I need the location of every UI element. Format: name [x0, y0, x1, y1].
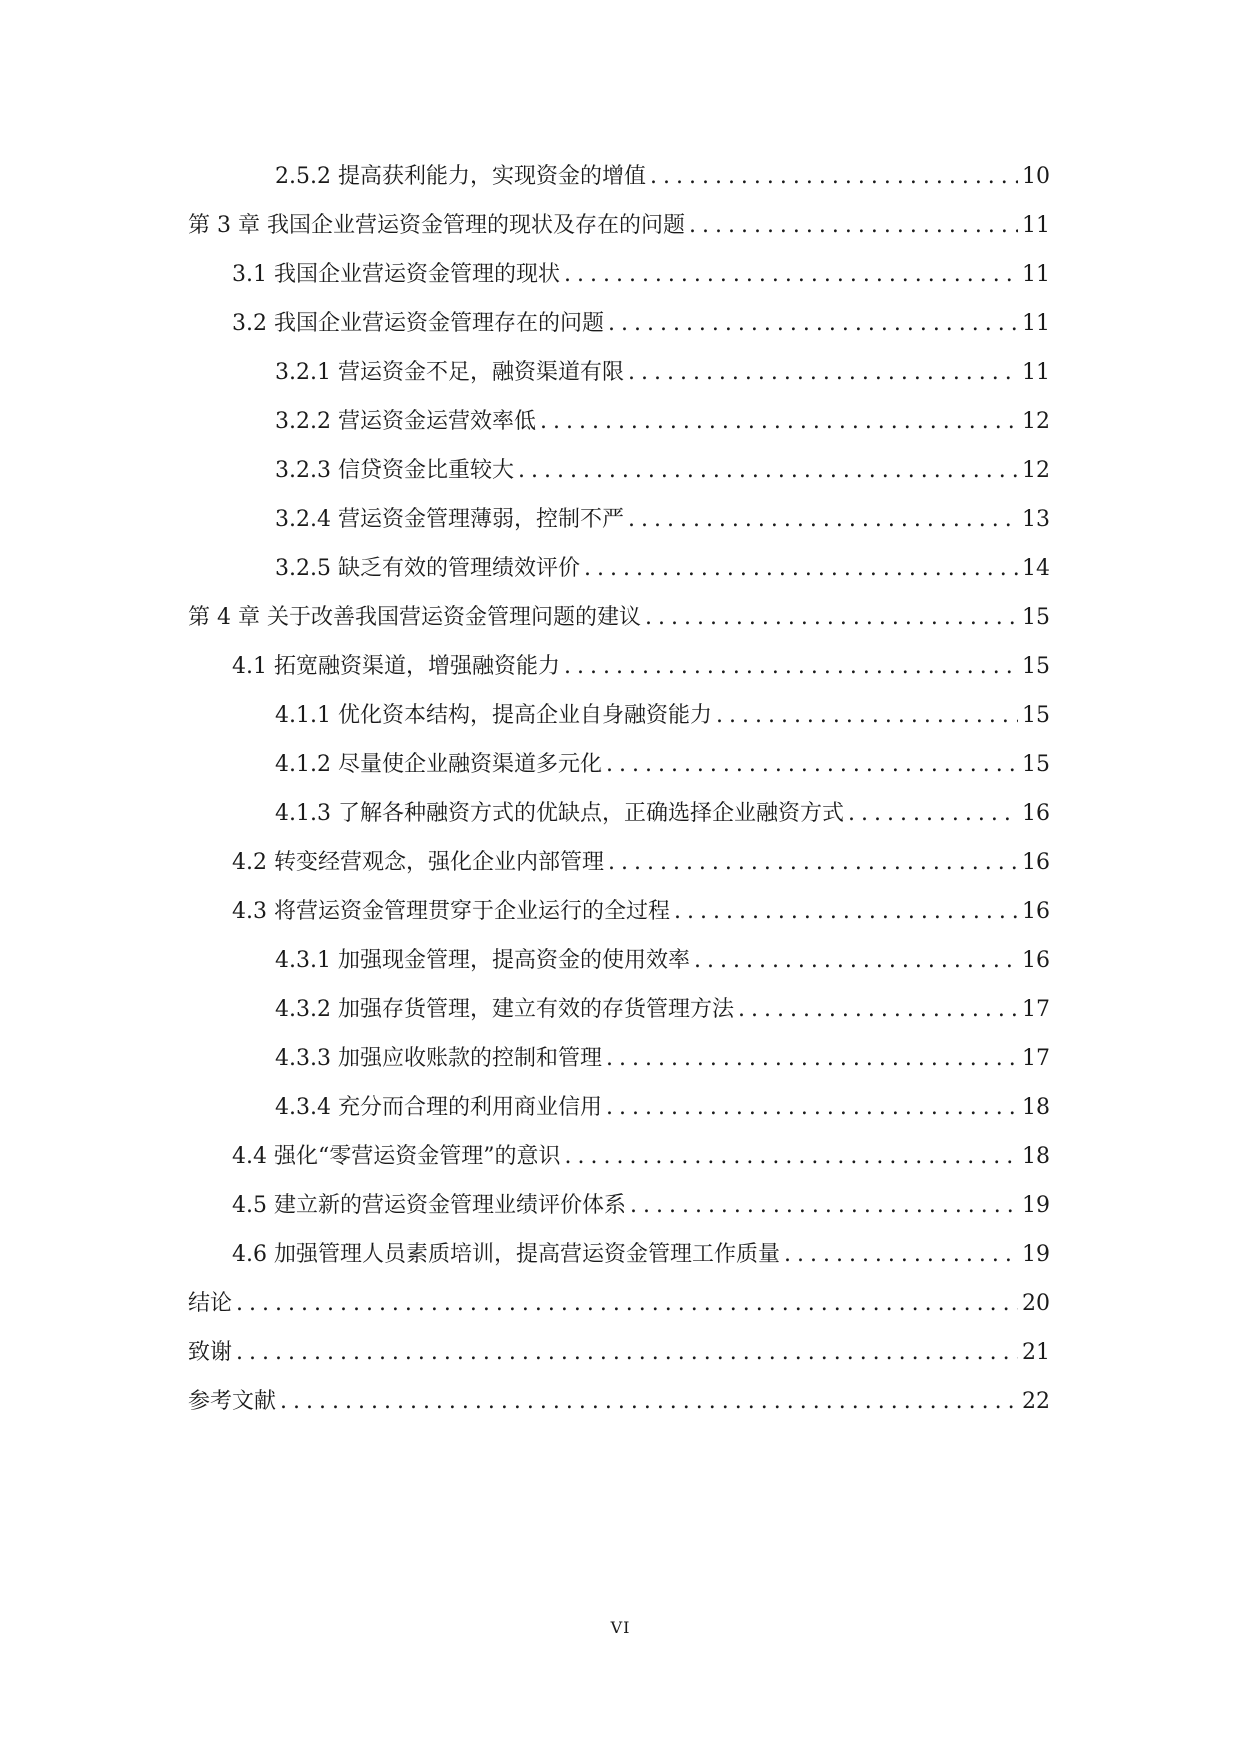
toc-entry[interactable] — [188, 1279, 1050, 1328]
toc-entry-title: 3.2.4 营运资金管理薄弱，控制不严 — [275, 507, 624, 532]
dot-leader — [606, 1034, 1018, 1083]
toc-page-number: 12 — [1022, 409, 1050, 434]
toc-entry[interactable] — [188, 985, 1050, 1034]
toc-page-number: 16 — [1022, 899, 1050, 924]
toc-page-number: 19 — [1022, 1193, 1050, 1218]
dot-leader — [716, 691, 1018, 740]
toc-page-number: 11 — [1022, 311, 1050, 336]
toc-entry[interactable] — [188, 789, 1050, 838]
toc-page-number: 15 — [1022, 703, 1050, 728]
dot-leader — [694, 936, 1018, 985]
toc-entry-title: 4.3.2 加强存货管理，建立有效的存货管理方法 — [275, 997, 734, 1022]
dot-leader — [564, 1132, 1018, 1181]
toc-entry[interactable] — [188, 299, 1050, 348]
page-footer-number: VI — [610, 1618, 631, 1637]
toc-entry-title: 4.4 强化“零营运资金管理”的意识 — [232, 1144, 561, 1169]
toc-entry-title: 4.5 建立新的营运资金管理业绩评价体系 — [232, 1193, 626, 1218]
toc-entry-title: 4.3.3 加强应收账款的控制和管理 — [275, 1046, 602, 1071]
toc-entry[interactable] — [188, 1328, 1050, 1377]
dot-leader — [606, 1083, 1018, 1132]
toc-page-number: 20 — [1022, 1291, 1050, 1316]
dot-leader — [584, 544, 1018, 593]
toc-entry-title: 3.2.5 缺乏有效的管理绩效评价 — [275, 556, 580, 581]
dot-leader — [738, 985, 1018, 1034]
toc-page-number: 18 — [1022, 1144, 1050, 1169]
toc-entry[interactable] — [188, 348, 1050, 397]
dot-leader — [645, 593, 1018, 642]
dot-leader — [674, 887, 1018, 936]
toc-entry-title: 第 3 章 我国企业营运资金管理的现状及存在的问题 — [188, 213, 685, 238]
dot-leader — [848, 789, 1018, 838]
toc-entry[interactable] — [188, 152, 1050, 201]
toc-entry-title: 3.2.2 营运资金运营效率低 — [275, 409, 536, 434]
toc-page-number: 13 — [1022, 507, 1050, 532]
dot-leader — [564, 642, 1018, 691]
toc-entry-title: 4.3.4 充分而合理的利用商业信用 — [275, 1095, 602, 1120]
toc-page-number: 11 — [1022, 213, 1050, 238]
dot-leader — [689, 201, 1018, 250]
toc-page-number: 14 — [1022, 556, 1050, 581]
toc-entry[interactable] — [188, 642, 1050, 691]
toc-entry-title: 结论 — [188, 1291, 233, 1316]
toc-page-number: 11 — [1022, 360, 1050, 385]
toc-entry[interactable] — [188, 936, 1050, 985]
toc-page-number: 10 — [1022, 164, 1050, 189]
toc-entry[interactable] — [188, 1377, 1050, 1426]
toc-entry-title: 4.1.2 尽量使企业融资渠道多元化 — [275, 752, 602, 777]
toc-entry-title: 第 4 章 关于改善我国营运资金管理问题的建议 — [188, 605, 641, 630]
toc-entry-title: 致谢 — [188, 1340, 233, 1365]
toc-entry-title: 3.1 我国企业营运资金管理的现状 — [232, 262, 560, 287]
toc-page-number: 21 — [1022, 1340, 1050, 1365]
toc-entry[interactable] — [188, 593, 1050, 642]
dot-leader — [564, 250, 1018, 299]
toc-entry-title: 3.2.1 营运资金不足，融资渠道有限 — [275, 360, 624, 385]
dot-leader — [236, 1328, 1018, 1377]
toc-entry-title: 2.5.2 提高获利能力，实现资金的增值 — [275, 164, 646, 189]
table-of-contents — [188, 152, 1050, 1426]
toc-entry[interactable] — [188, 397, 1050, 446]
toc-entry-title: 4.1 拓宽融资渠道，增强融资能力 — [232, 654, 560, 679]
toc-entry-title: 参考文献 — [188, 1389, 277, 1414]
toc-entry[interactable] — [188, 1181, 1050, 1230]
toc-page-number: 18 — [1022, 1095, 1050, 1120]
toc-page-number: 16 — [1022, 801, 1050, 826]
toc-entry[interactable] — [188, 544, 1050, 593]
toc-entry-title: 3.2 我国企业营运资金管理存在的问题 — [232, 311, 604, 336]
toc-page-number: 22 — [1022, 1389, 1050, 1414]
dot-leader — [236, 1279, 1018, 1328]
dot-leader — [650, 152, 1018, 201]
dot-leader — [628, 495, 1018, 544]
toc-page-number: 12 — [1022, 458, 1050, 483]
toc-page-number: 15 — [1022, 752, 1050, 777]
toc-entry-title: 4.1.3 了解各种融资方式的优缺点，正确选择企业融资方式 — [275, 801, 844, 826]
toc-entry[interactable] — [188, 1083, 1050, 1132]
toc-entry[interactable] — [188, 1034, 1050, 1083]
dot-leader — [518, 446, 1018, 495]
toc-entry-title: 4.2 转变经营观念，强化企业内部管理 — [232, 850, 604, 875]
toc-page-number: 17 — [1022, 997, 1050, 1022]
toc-page-number: 16 — [1022, 948, 1050, 973]
toc-entry-title: 4.6 加强管理人员素质培训，提高营运资金管理工作质量 — [232, 1242, 780, 1267]
dot-leader — [606, 740, 1018, 789]
dot-leader — [628, 348, 1018, 397]
dot-leader — [608, 838, 1018, 887]
toc-entry-title: 4.3 将营运资金管理贯穿于企业运行的全过程 — [232, 899, 670, 924]
dot-leader — [280, 1377, 1018, 1426]
dot-leader — [784, 1230, 1018, 1279]
toc-entry[interactable] — [188, 446, 1050, 495]
dot-leader — [630, 1181, 1018, 1230]
toc-page-number: 19 — [1022, 1242, 1050, 1267]
toc-page-number: 15 — [1022, 654, 1050, 679]
toc-entry[interactable] — [188, 691, 1050, 740]
toc-entry-title: 4.1.1 优化资本结构，提高企业自身融资能力 — [275, 703, 712, 728]
toc-entry[interactable] — [188, 887, 1050, 936]
toc-page-number: 17 — [1022, 1046, 1050, 1071]
toc-entry[interactable] — [188, 1132, 1050, 1181]
toc-page-number: 15 — [1022, 605, 1050, 630]
toc-entry-title: 3.2.3 信贷资金比重较大 — [275, 458, 514, 483]
toc-entry[interactable] — [188, 495, 1050, 544]
toc-entry[interactable] — [188, 1230, 1050, 1279]
toc-page-number: 16 — [1022, 850, 1050, 875]
toc-page-number: 11 — [1022, 262, 1050, 287]
dot-leader — [540, 397, 1018, 446]
toc-entry[interactable] — [188, 838, 1050, 887]
toc-entry[interactable] — [188, 201, 1050, 250]
toc-entry-title: 4.3.1 加强现金管理，提高资金的使用效率 — [275, 948, 690, 973]
toc-entry[interactable] — [188, 250, 1050, 299]
toc-entry[interactable] — [188, 740, 1050, 789]
dot-leader — [608, 299, 1018, 348]
